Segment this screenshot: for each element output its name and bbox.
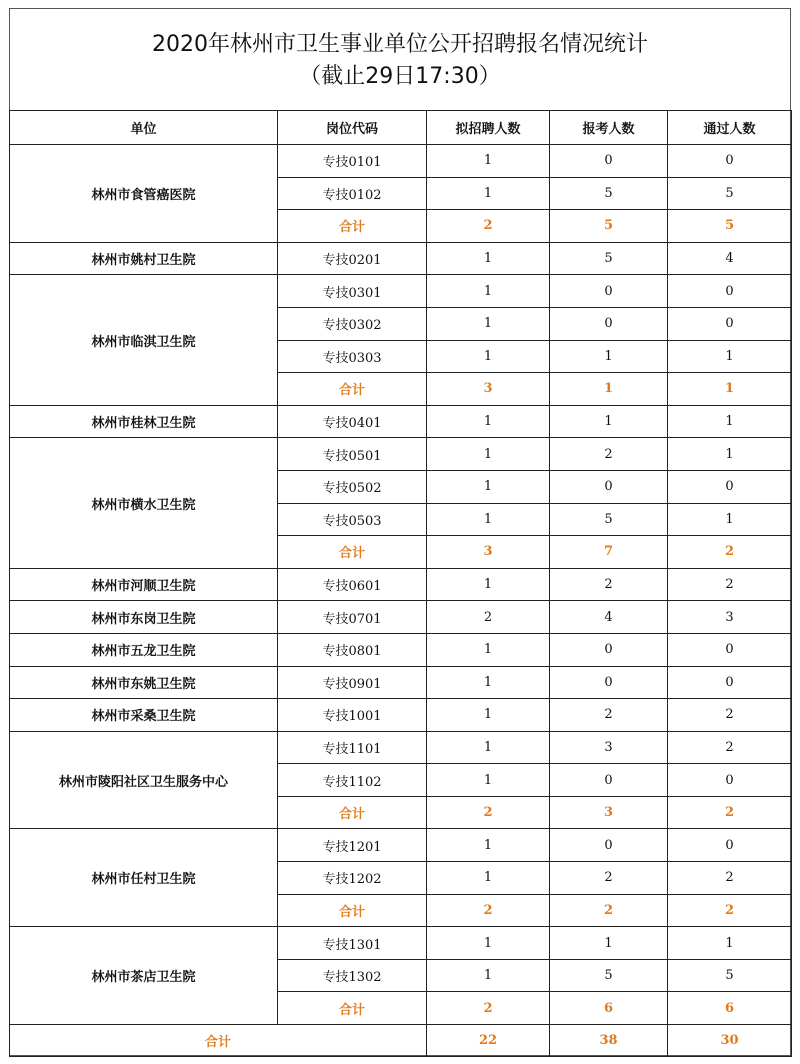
subtotal-label: 合计 — [278, 796, 427, 829]
header-applied: 报考人数 — [550, 111, 668, 145]
passed-cell: 1 — [668, 927, 792, 960]
subtotal-planned: 2 — [427, 210, 550, 243]
subtotal-applied: 7 — [550, 536, 668, 569]
post-code-cell: 专技0201 — [278, 242, 427, 275]
unit-name-cell: 林州市采桑卫生院 — [10, 699, 278, 732]
subtotal-passed: 6 — [668, 992, 792, 1025]
unit-name-cell: 林州市陵阳社区卫生服务中心 — [10, 731, 278, 829]
table-row — [10, 829, 792, 862]
unit-name-cell: 林州市河顺卫生院 — [10, 568, 278, 601]
table-row — [10, 242, 792, 275]
applied-cell: 5 — [550, 959, 668, 992]
recruitment-stats-table — [9, 110, 792, 1057]
applied-cell: 3 — [550, 731, 668, 764]
document-page — [9, 8, 791, 1056]
unit-name-cell: 林州市桂林卫生院 — [10, 405, 278, 438]
post-code-cell: 专技0501 — [278, 438, 427, 471]
planned-cell: 1 — [427, 568, 550, 601]
title-block — [10, 9, 790, 110]
table-row — [10, 568, 792, 601]
unit-name-cell: 林州市任村卫生院 — [10, 829, 278, 927]
planned-cell: 1 — [427, 633, 550, 666]
subtotal-passed: 2 — [668, 894, 792, 927]
planned-cell: 1 — [427, 959, 550, 992]
table-row — [10, 666, 792, 699]
applied-cell: 2 — [550, 438, 668, 471]
planned-cell: 1 — [427, 470, 550, 503]
passed-cell: 2 — [668, 862, 792, 895]
passed-cell: 0 — [668, 633, 792, 666]
planned-cell: 1 — [427, 927, 550, 960]
subtotal-applied: 1 — [550, 373, 668, 406]
post-code-cell: 专技0302 — [278, 307, 427, 340]
table-row — [10, 275, 792, 308]
planned-cell: 1 — [427, 764, 550, 797]
applied-cell: 0 — [550, 829, 668, 862]
grand-total-row — [10, 1025, 792, 1057]
applied-cell: 5 — [550, 177, 668, 210]
applied-cell: 2 — [550, 862, 668, 895]
subtotal-label: 合计 — [278, 536, 427, 569]
applied-cell: 4 — [550, 601, 668, 634]
subtotal-applied: 6 — [550, 992, 668, 1025]
applied-cell: 0 — [550, 633, 668, 666]
applied-cell: 0 — [550, 145, 668, 178]
post-code-cell: 专技0701 — [278, 601, 427, 634]
table-row — [10, 927, 792, 960]
table-row — [10, 145, 792, 178]
planned-cell: 1 — [427, 699, 550, 732]
post-code-cell: 专技0303 — [278, 340, 427, 373]
post-code-cell: 专技1201 — [278, 829, 427, 862]
planned-cell: 1 — [427, 862, 550, 895]
table-body — [10, 145, 792, 1025]
passed-cell: 3 — [668, 601, 792, 634]
planned-cell: 1 — [427, 177, 550, 210]
passed-cell: 2 — [668, 699, 792, 732]
subtotal-passed: 1 — [668, 373, 792, 406]
subtotal-label: 合计 — [278, 373, 427, 406]
unit-name-cell: 林州市五龙卫生院 — [10, 633, 278, 666]
applied-cell: 0 — [550, 470, 668, 503]
applied-cell: 1 — [550, 405, 668, 438]
passed-cell: 0 — [668, 666, 792, 699]
planned-cell: 1 — [427, 731, 550, 764]
page-title: 2020年林州市卫生事业单位公开招聘报名情况统计 — [152, 32, 648, 57]
subtotal-applied: 3 — [550, 796, 668, 829]
planned-cell: 1 — [427, 340, 550, 373]
grand-total-label: 合计 — [10, 1025, 427, 1057]
subtotal-planned: 2 — [427, 894, 550, 927]
planned-cell: 1 — [427, 307, 550, 340]
post-code-cell: 专技0502 — [278, 470, 427, 503]
passed-cell: 4 — [668, 242, 792, 275]
subtotal-label: 合计 — [278, 210, 427, 243]
post-code-cell: 专技0101 — [278, 145, 427, 178]
grand-total-applied: 38 — [550, 1025, 668, 1057]
passed-cell: 1 — [668, 340, 792, 373]
post-code-cell: 专技0601 — [278, 568, 427, 601]
table-row — [10, 731, 792, 764]
applied-cell: 2 — [550, 699, 668, 732]
unit-name-cell: 林州市姚村卫生院 — [10, 242, 278, 275]
planned-cell: 1 — [427, 405, 550, 438]
subtotal-applied: 2 — [550, 894, 668, 927]
unit-name-cell: 林州市横水卫生院 — [10, 438, 278, 568]
post-code-cell: 专技1001 — [278, 699, 427, 732]
header-row — [10, 111, 792, 145]
applied-cell: 1 — [550, 927, 668, 960]
post-code-cell: 专技0401 — [278, 405, 427, 438]
applied-cell: 0 — [550, 275, 668, 308]
grand-total-passed: 30 — [668, 1025, 792, 1057]
passed-cell: 1 — [668, 405, 792, 438]
applied-cell: 1 — [550, 340, 668, 373]
planned-cell: 1 — [427, 503, 550, 536]
planned-cell: 1 — [427, 666, 550, 699]
unit-name-cell: 林州市茶店卫生院 — [10, 927, 278, 1025]
subtotal-passed: 2 — [668, 536, 792, 569]
post-code-cell: 专技1301 — [278, 927, 427, 960]
unit-name-cell: 林州市食管癌医院 — [10, 145, 278, 243]
planned-cell: 1 — [427, 242, 550, 275]
post-code-cell: 专技0801 — [278, 633, 427, 666]
post-code-cell: 专技1102 — [278, 764, 427, 797]
passed-cell: 0 — [668, 307, 792, 340]
planned-cell: 2 — [427, 601, 550, 634]
header-passed: 通过人数 — [668, 111, 792, 145]
post-code-cell: 专技1202 — [278, 862, 427, 895]
unit-name-cell: 林州市东姚卫生院 — [10, 666, 278, 699]
planned-cell: 1 — [427, 829, 550, 862]
applied-cell: 0 — [550, 764, 668, 797]
passed-cell: 1 — [668, 438, 792, 471]
passed-cell: 0 — [668, 145, 792, 178]
planned-cell: 1 — [427, 275, 550, 308]
passed-cell: 0 — [668, 764, 792, 797]
passed-cell: 2 — [668, 568, 792, 601]
passed-cell: 0 — [668, 275, 792, 308]
passed-cell: 1 — [668, 503, 792, 536]
applied-cell: 5 — [550, 242, 668, 275]
grand-total-planned: 22 — [427, 1025, 550, 1057]
header-planned: 拟招聘人数 — [427, 111, 550, 145]
planned-cell: 1 — [427, 438, 550, 471]
post-code-cell: 专技0301 — [278, 275, 427, 308]
applied-cell: 2 — [550, 568, 668, 601]
table-row — [10, 633, 792, 666]
subtotal-applied: 5 — [550, 210, 668, 243]
table-row — [10, 601, 792, 634]
header-unit: 单位 — [10, 111, 278, 145]
subtotal-passed: 2 — [668, 796, 792, 829]
passed-cell: 0 — [668, 470, 792, 503]
planned-cell: 1 — [427, 145, 550, 178]
post-code-cell: 专技0503 — [278, 503, 427, 536]
header-post-code: 岗位代码 — [278, 111, 427, 145]
subtotal-planned: 2 — [427, 992, 550, 1025]
post-code-cell: 专技0901 — [278, 666, 427, 699]
passed-cell: 5 — [668, 959, 792, 992]
unit-name-cell: 林州市东岗卫生院 — [10, 601, 278, 634]
table-row — [10, 438, 792, 471]
table-row — [10, 699, 792, 732]
passed-cell: 0 — [668, 829, 792, 862]
subtotal-planned: 2 — [427, 796, 550, 829]
subtotal-passed: 5 — [668, 210, 792, 243]
subtotal-label: 合计 — [278, 894, 427, 927]
unit-name-cell: 林州市临淇卫生院 — [10, 275, 278, 405]
table-row — [10, 405, 792, 438]
applied-cell: 5 — [550, 503, 668, 536]
applied-cell: 0 — [550, 666, 668, 699]
applied-cell: 0 — [550, 307, 668, 340]
subtotal-label: 合计 — [278, 992, 427, 1025]
page-subtitle: （截止29日17:30） — [299, 64, 501, 89]
post-code-cell: 专技1302 — [278, 959, 427, 992]
post-code-cell: 专技0102 — [278, 177, 427, 210]
post-code-cell: 专技1101 — [278, 731, 427, 764]
passed-cell: 2 — [668, 731, 792, 764]
subtotal-planned: 3 — [427, 536, 550, 569]
passed-cell: 5 — [668, 177, 792, 210]
subtotal-planned: 3 — [427, 373, 550, 406]
